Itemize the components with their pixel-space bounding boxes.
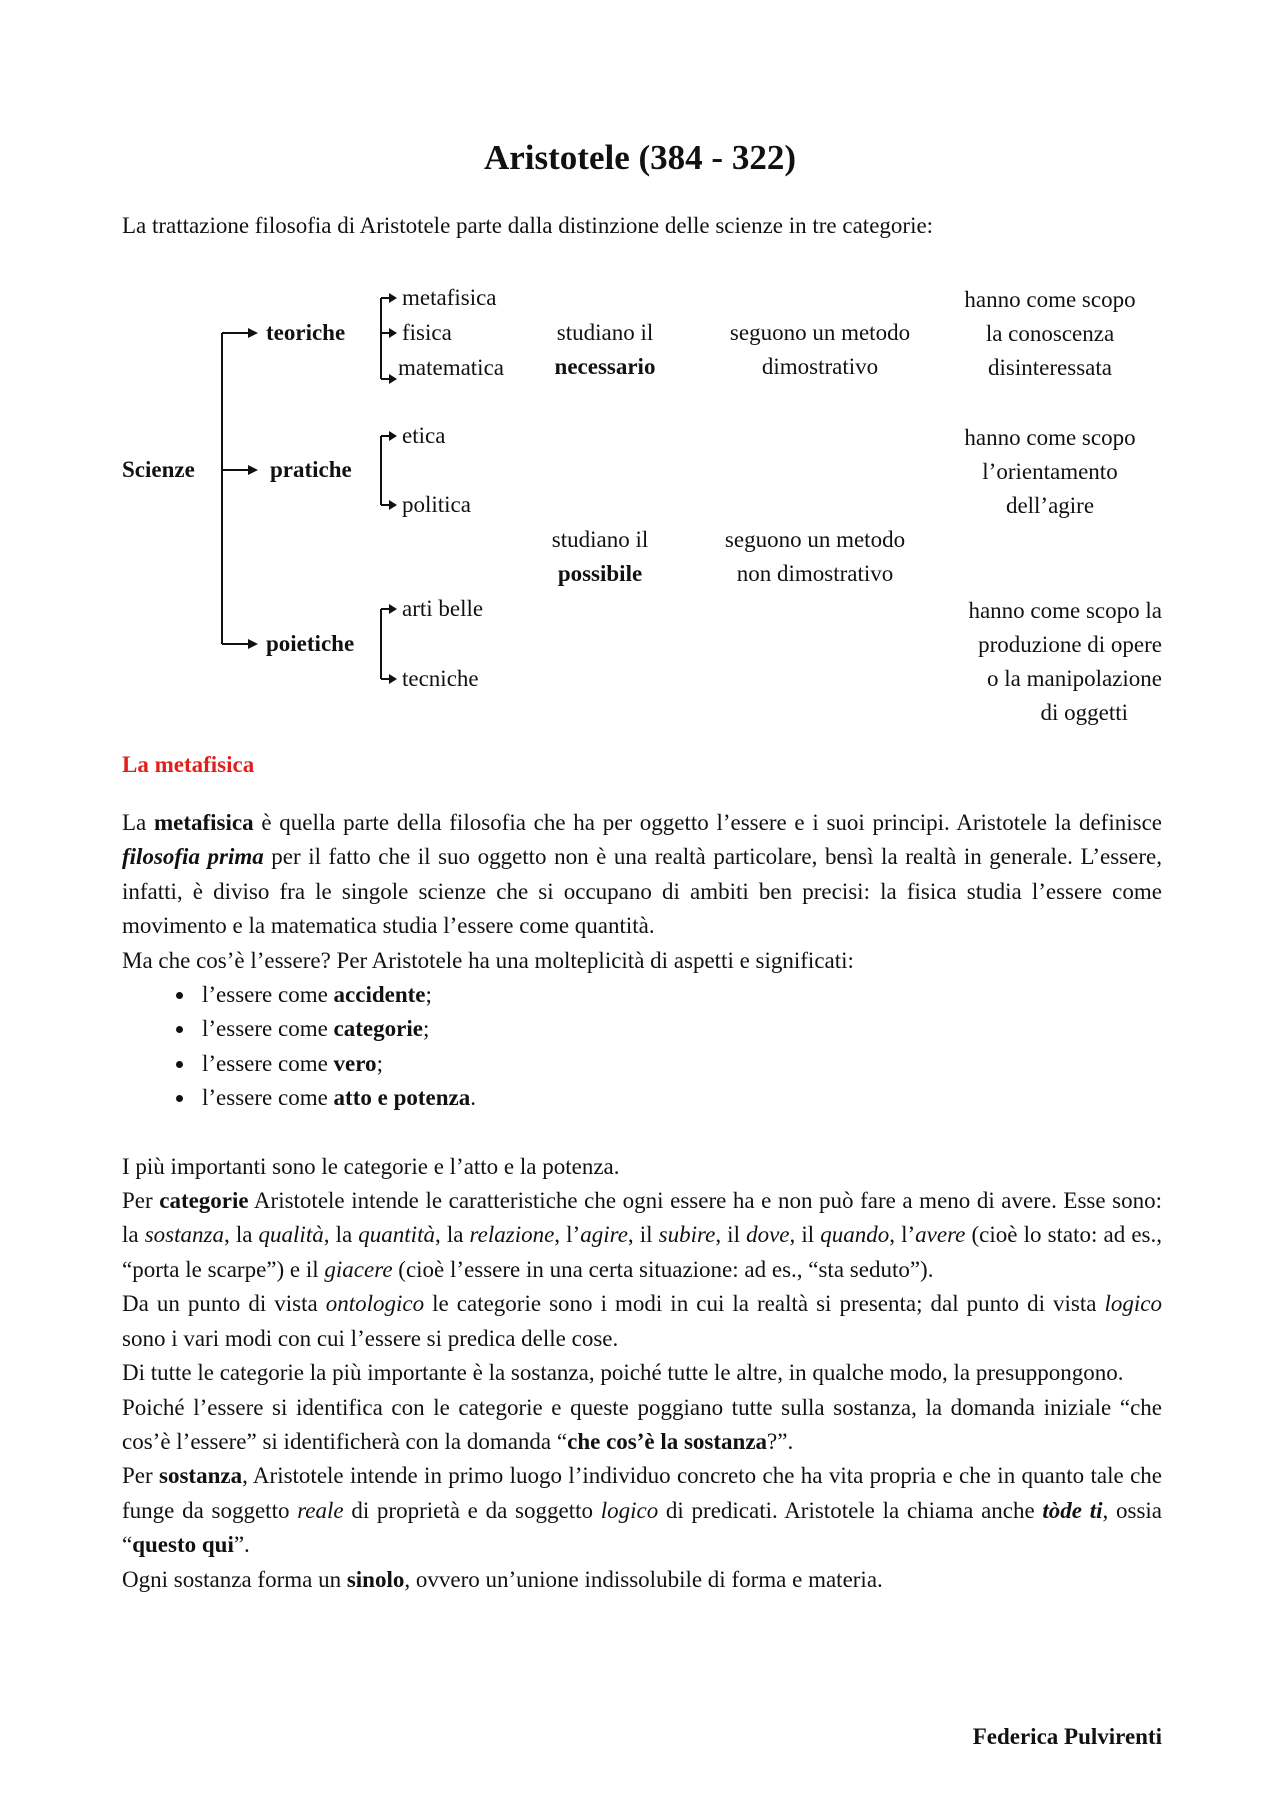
scopo-pratiche-line: dell’agire	[1005, 493, 1095, 518]
author-signature: Federica Pulvirenti	[972, 1724, 1162, 1749]
scopo-teoriche-line: hanno come scopo	[964, 287, 1136, 312]
list-item: • l’essere come atto e potenza.	[196, 1081, 1162, 1115]
intro-text: La trattazione filosofia di Aristotele parte dalla distinzione delle scienze in tre categorie:	[122, 213, 934, 238]
metodo-dimostrativo-block	[705, 318, 935, 382]
item-tecniche: tecniche	[402, 666, 479, 691]
arrow-head	[248, 465, 258, 475]
scopo-teoriche-line: disinteressata	[988, 355, 1112, 380]
scopo-teoriche-line: la conoscenza	[985, 321, 1115, 346]
metodo-dimostrativo-line2: dimostrativo	[761, 354, 879, 379]
paragraph: Per categorie Aristotele intende le caratteristiche che ogni essere ha e non può fare a meno di avere. Esse sono: la sostanza, la qualità, la quantità, la relazione, l’agire, il subire, il dove, il quando, l’avere (cioè lo stato: ad es., “porta le scarpe”) e il giacere (cioè l’essere in una certa situazione: ad es., “sta seduto”).	[122, 1188, 1163, 1282]
paragraph: I più importanti sono le categorie e l’atto e la potenza.	[122, 1153, 620, 1179]
possibile-line1: studiano il	[551, 527, 649, 552]
item-metafisica: metafisica	[402, 285, 497, 310]
necessario-line2: necessario	[554, 354, 656, 379]
body-text	[122, 806, 1162, 1597]
arrow-head	[248, 639, 258, 649]
list-item: • l’essere come categorie;	[196, 1012, 1162, 1046]
paragraph: Da un punto di vista ontologico le categorie sono i modi in cui la realtà si presenta; dal punto di vista logico sono i vari modi con cui l’essere si predica delle cose.	[122, 1291, 1162, 1351]
scopo-pratiche-line: hanno come scopo	[964, 425, 1136, 450]
category-poietiche: poietiche	[266, 631, 355, 656]
category-teoriche: teoriche	[266, 320, 346, 345]
possibile-line2: possibile	[557, 561, 643, 586]
scopo-pratiche-line: l’orientamento	[982, 459, 1118, 484]
item-fisica: fisica	[402, 320, 452, 345]
paragraph: Di tutte le categorie la più importante è la sostanza, poiché tutte le altre, in qualche modo, la presuppongono.	[122, 1360, 1124, 1386]
item-matematica: matematica	[398, 355, 504, 380]
list-item: • l’essere come vero;	[196, 1047, 1162, 1081]
page-title: Aristotele (384 - 322)	[484, 138, 796, 177]
scopo-poietiche-line: produzione di opere	[978, 632, 1162, 657]
necessario-block	[530, 318, 680, 382]
scopo-pratiche-block	[930, 421, 1170, 523]
scopo-poietiche-line: hanno come scopo la	[968, 598, 1162, 623]
item-politica: politica	[402, 492, 471, 517]
scopo-teoriche-block	[930, 283, 1170, 385]
metodo-dimostrativo-line1: seguono un metodo	[729, 320, 911, 345]
section-title: La metafisica	[122, 752, 255, 777]
arrow-head	[389, 431, 397, 441]
arrow-head	[248, 328, 258, 338]
paragraph: Ma che cos’è l’essere? Per Aristotele ha una molteplicità di aspetti e significati:	[122, 947, 854, 973]
arrow-head	[389, 604, 397, 614]
paragraph: Ogni sostanza forma un sinolo, ovvero un’unione indissolubile di forma e materia.	[122, 1566, 883, 1592]
item-arti-belle: arti belle	[402, 596, 484, 621]
bullet-list	[122, 978, 1162, 1116]
scopo-poietiche-line: o la manipolazione	[987, 666, 1162, 691]
scopo-poietiche-block	[910, 594, 1162, 730]
metodo-non-dimostrativo-line2: non dimostrativo	[736, 561, 894, 586]
category-pratiche: pratiche	[270, 457, 352, 482]
metodo-non-dimostrativo-block	[695, 525, 935, 589]
scopo-poietiche-line: di oggetti	[1040, 700, 1128, 725]
paragraph: Poiché l’essere si identifica con le categorie e queste poggiano tutte sulla sostanza, la domanda iniziale “che cos’è l’essere” si identificherà con la domanda “che cos’è la sostanza?”.	[122, 1394, 1162, 1454]
arrow-head	[389, 328, 397, 338]
possibile-block	[525, 525, 675, 589]
diagram-root: Scienze	[122, 457, 195, 482]
arrow-head	[389, 374, 397, 384]
paragraph: La metafisica è quella parte della filosofia che ha per oggetto l’essere e i suoi principi. Aristotele la definisce filosofia prima per il fatto che il suo oggetto non è una realtà particolare, bensì la realtà in generale. L’essere, infatti, è diviso fra le singole scienze che si occupano di ambiti ben precisi: la fisica studia l’essere come movimento e la matematica studia l’essere come quantità.	[122, 810, 1162, 939]
arrow-head	[389, 500, 397, 510]
paragraph: Per sostanza, Aristotele intende in primo luogo l’individuo concreto che ha vita propria e che in quanto tale che funge da soggetto reale di proprietà e da soggetto logico di predicati. Aristotele la chiama anche tòde ti, ossia “questo qui”.	[122, 1463, 1163, 1558]
metodo-non-dimostrativo-line1: seguono un metodo	[724, 527, 906, 552]
item-etica: etica	[402, 423, 446, 448]
arrow-head	[389, 293, 397, 303]
arrow-head	[389, 674, 397, 684]
necessario-line1: studiano il	[556, 320, 654, 345]
list-item: • l’essere come accidente;	[196, 978, 1162, 1012]
